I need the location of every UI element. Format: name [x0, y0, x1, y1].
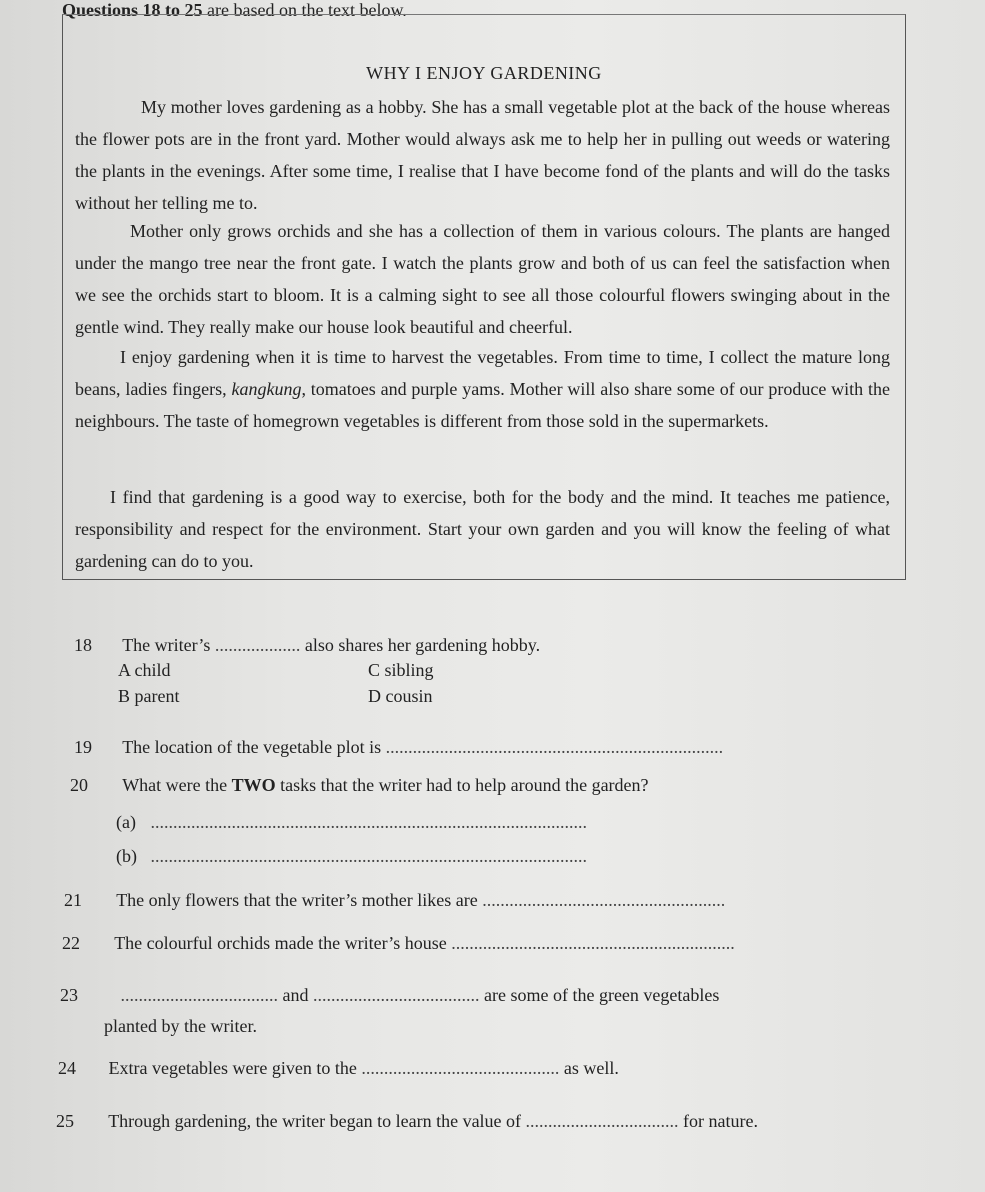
question-text: Extra vegetables were given to the: [108, 1058, 357, 1078]
question-text-after: as well.: [563, 1058, 619, 1078]
question-19: [74, 737, 723, 758]
answer-blank[interactable]: ...............................................................: [451, 933, 735, 953]
question-text: The location of the vegetable plot is: [122, 737, 382, 757]
question-21: [64, 890, 725, 911]
question-text: What were the: [122, 775, 228, 795]
question-text-mid: and: [282, 985, 309, 1005]
header-rest: are based on the text below.: [207, 0, 407, 20]
answer-blank[interactable]: ............................................: [361, 1058, 560, 1078]
question-text: The colourful orchids made the writer’s house: [114, 933, 447, 953]
question-text: Through gardening, the writer began to learn the value of: [108, 1111, 522, 1131]
paragraph-4: I find that gardening is a good way to exercise, both for the body and the mind. It teaches me patience, responsibility and respect for the environment. Start your own garden and you will know the feeling of what gardening can do to you.: [75, 487, 890, 571]
question-number: 18: [74, 635, 92, 655]
option-d[interactable]: D cousin: [368, 686, 433, 706]
question-20-a: [116, 812, 587, 833]
question-number: 22: [62, 933, 80, 953]
question-18: [74, 635, 540, 656]
question-text: The only flowers that the writer’s mother likes are: [116, 890, 478, 910]
question-20-b: [116, 846, 587, 867]
question-22: [62, 933, 735, 954]
paragraph-3-part-b: , tomatoes and purple yams. Mother will also share some of our produce with the neighbours. The taste of homegrown vegetables is different from those sold in the supermarkets.: [75, 379, 891, 431]
option-c[interactable]: C sibling: [368, 660, 434, 680]
question-bold: TWO: [231, 775, 276, 795]
question-number: 20: [70, 775, 88, 795]
question-text: The writer’s: [122, 635, 211, 655]
question-number: 25: [56, 1111, 74, 1131]
header-lead: Questions 18 to 25: [62, 0, 203, 20]
sub-label: (b): [116, 846, 137, 866]
paragraph-3-part-a: I enjoy gardening when it is time to harvest the vegetables. From time to time, I collect the mature long beans, ladies fingers,: [75, 347, 890, 399]
answer-blank[interactable]: .................................................................................................: [150, 812, 587, 832]
answer-blank-1[interactable]: ...................................: [120, 985, 278, 1005]
sub-label: (a): [116, 812, 136, 832]
question-25: [56, 1111, 758, 1132]
question-23-line2: planted by the writer.: [104, 1016, 257, 1036]
question-text-after: also shares her gardening hobby.: [304, 635, 541, 655]
question-number: 23: [60, 985, 78, 1005]
question-text-after: tasks that the writer had to help around the garden?: [280, 775, 649, 795]
question-number: 19: [74, 737, 92, 757]
question-24: [58, 1058, 619, 1079]
answer-blank[interactable]: ......................................................: [482, 890, 726, 910]
question-number: 24: [58, 1058, 76, 1078]
answer-blank[interactable]: ...................: [214, 635, 301, 655]
answer-blank-2[interactable]: .....................................: [313, 985, 480, 1005]
paragraph-3: [75, 341, 890, 437]
answer-blank[interactable]: .................................................................................................: [150, 846, 587, 866]
answer-blank[interactable]: ..................................: [525, 1111, 679, 1131]
question-text-after: are some of the green vegetables: [484, 985, 720, 1005]
paragraph-2: Mother only grows orchids and she has a collection of them in various colours. The plants are hanged under the mango tree near the front gate. I watch the plants grow and both of us can feel the satisfaction when we see the orchids start to bloom. It is a calming sight to see all those colourful flowers swinging about in the gentle wind. They really make our house look beautiful and cheerful.: [75, 221, 890, 337]
passage-box: [62, 14, 906, 580]
paragraph-3-italic: kangkung: [231, 379, 302, 399]
answer-blank[interactable]: ...........................................................................: [385, 737, 724, 757]
paragraph-1: My mother loves gardening as a hobby. She has a small vegetable plot at the back of the house whereas the flower pots are in the front yard. Mother would always ask me to help her in pulling out weeds or watering the plants in the evenings. After some time, I realise that I have become fond of the plants and will do the tasks without her telling me to.: [75, 97, 890, 213]
option-b[interactable]: B parent: [118, 686, 180, 706]
option-a[interactable]: A child: [118, 660, 171, 680]
question-number: 21: [64, 890, 82, 910]
question-text-after: for nature.: [683, 1111, 759, 1131]
question-23: [60, 985, 719, 1006]
passage-title: WHY I ENJOY GARDENING: [366, 63, 602, 83]
question-20: [70, 775, 649, 796]
